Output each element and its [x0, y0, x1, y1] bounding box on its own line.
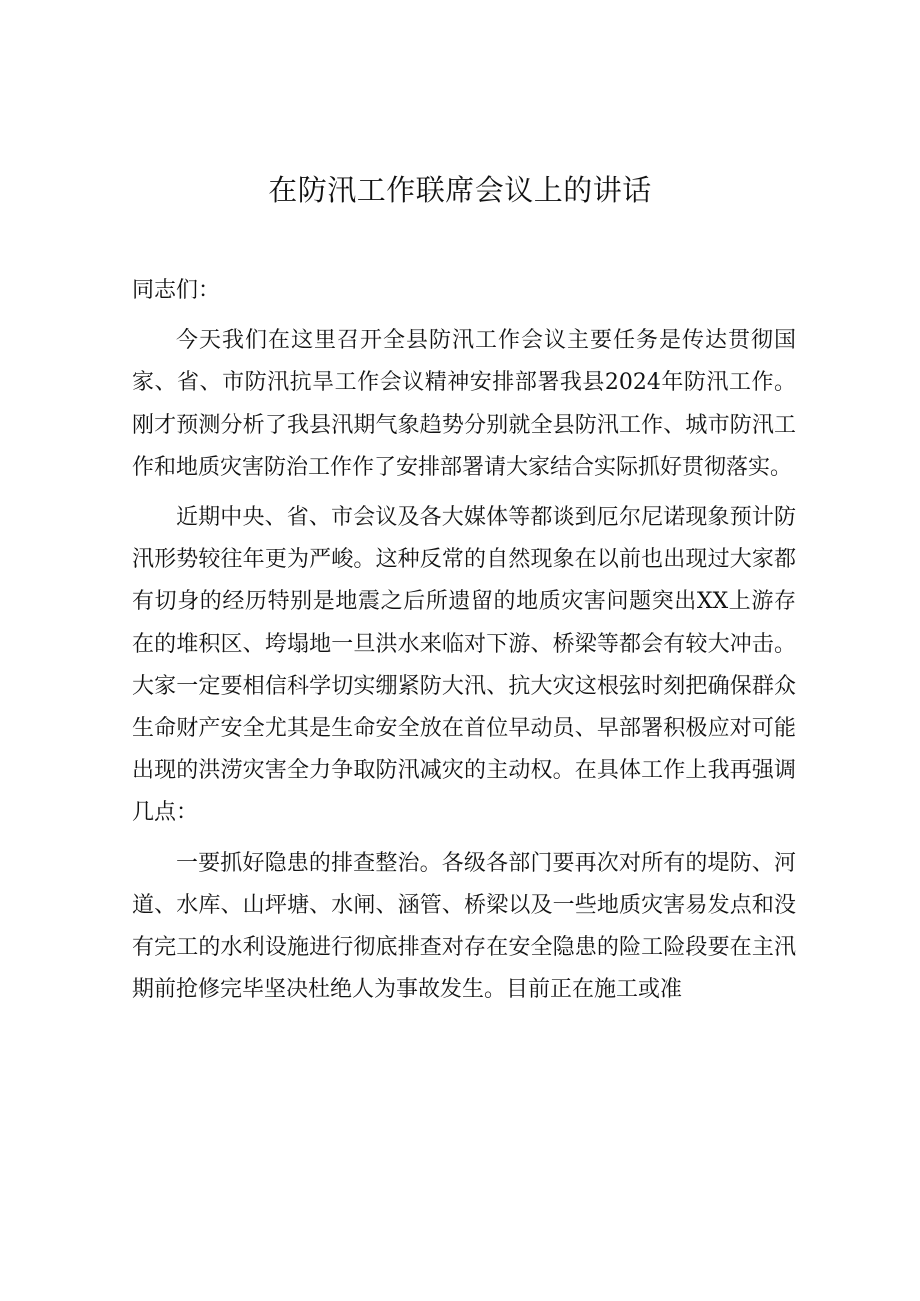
paragraph-2: 近期中央、省、市会议及各大媒体等都谈到厄尔尼诺现象预计防汛形势较往年更为严峻。这种反常的自然现象在以前也出现过大家都有切身的经历特别是地震之后所遗留的地质灾害问题突出XX上游存在的堆积区、垮塌地一旦洪水来临对下游、桥梁等都会有较大冲击。大家一定要相信科学切实绷紧防大汛、抗大灾这根弦时刻把确保群众生命财产安全尤其是生命安全放在首位早动员、早部署积极应对可能出现的洪涝灾害全力争取防汛减灾的主动权。在具体工作上我再强调几点：	[132, 505, 796, 826]
paragraph-3: 一要抓好隐患的排查整治。各级各部门要再次对所有的堤防、河道、水库、山坪塘、水闸、涵管、桥梁以及一些地质灾害易发点和没有完工的水利设施进行彻底排查对存在安全隐患的险工险段要在主汛期前抢修完毕坚决杜绝人为事故发生。目前正在施工或准	[132, 850, 796, 1003]
salutation: 同志们：	[132, 278, 221, 303]
paragraph-1: 今天我们在这里召开全县防汛工作会议主要任务是传达贯彻国家、省、市防汛抗旱工作会议精神安排部署我县2024年防汛工作。刚才预测分析了我县汛期气象趋势分别就全县防汛工作、城市防汛工作和地质灾害防治工作作了安排部署请大家结合实际抓好贯彻落实。	[132, 328, 796, 480]
document-body	[132, 270, 796, 1011]
document-title: 在防汛工作联席会议上的讲话	[268, 173, 652, 207]
